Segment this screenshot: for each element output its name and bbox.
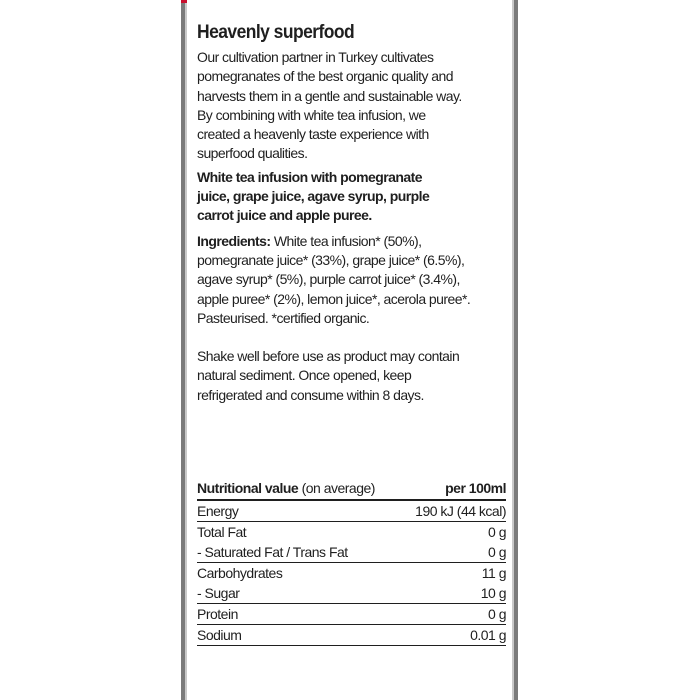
nutrition-per-column: per 100ml — [445, 480, 506, 496]
storage-line: natural sediment. Once opened, keep — [197, 367, 412, 384]
nutrient-value: 190 kJ (44 kcal) — [415, 503, 506, 519]
corner-mark — [181, 0, 187, 3]
storage-instructions — [197, 347, 507, 405]
ingredients-first-line — [197, 232, 507, 251]
intro-line: superfood qualities. — [197, 145, 308, 162]
nutrient-value: 0 g — [488, 544, 506, 560]
product-title: Heavenly superfood — [197, 22, 355, 43]
product-description — [197, 168, 507, 226]
ingredients-line: apple puree* (2%), lemon juice*, acerola puree*. — [197, 290, 471, 307]
nutrition-table — [197, 477, 506, 646]
ingredients-line: agave syrup* (5%), purple carrot juice* (3.4%), — [197, 271, 460, 288]
nutrient-name: Sodium — [197, 627, 242, 643]
nutrition-row — [197, 583, 506, 603]
nutrition-group — [197, 625, 506, 646]
nutrient-value: 0 g — [488, 606, 506, 622]
nutrition-group — [197, 522, 506, 563]
nutrition-title: Nutritional value — [197, 480, 299, 496]
intro-line: By combining with white tea infusion, we — [197, 106, 426, 123]
nutrition-group — [197, 563, 506, 604]
ingredients-line: pomegranate juice* (33%), grape juice* (6.5%), — [197, 251, 465, 268]
ingredients-lead: Ingredients: — [197, 232, 271, 249]
ingredients-line: Pasteurised. *certified organic. — [197, 309, 370, 326]
description-line: carrot juice and apple puree. — [197, 207, 372, 224]
ingredients-first-text: White tea infusion* (50%), — [270, 232, 422, 249]
intro-line: Our cultivation partner in Turkey cultivates — [197, 49, 434, 65]
nutrition-header-label — [197, 477, 375, 499]
nutrient-value: 0.01 g — [470, 627, 506, 643]
ingredients-paragraph — [197, 232, 507, 328]
intro-line: pomegranates of the best organic quality and — [197, 68, 453, 85]
nutrient-name: Total Fat — [197, 524, 247, 540]
storage-line: refrigerated and consume within 8 days. — [197, 386, 424, 403]
intro-line: created a heavenly taste experience with — [197, 126, 429, 143]
intro-line: harvests them in a gentle and sustainable way. — [197, 87, 462, 104]
intro-paragraph — [197, 48, 507, 164]
description-line: White tea infusion with pomegranate — [197, 168, 422, 185]
nutrition-note: (on average) — [298, 480, 375, 496]
description-line: juice, grape juice, agave syrup, purple — [197, 188, 430, 205]
nutrient-name: Protein — [197, 606, 238, 622]
nutrient-name: - Sugar — [197, 585, 240, 601]
nutrition-row — [197, 501, 506, 521]
nutrition-row — [197, 604, 506, 624]
nutrient-name: Carbohydrates — [197, 565, 283, 581]
nutrient-value: 10 g — [480, 585, 506, 601]
nutrient-value: 11 g — [481, 565, 506, 581]
label-text-block — [197, 20, 507, 405]
nutrition-row — [197, 522, 506, 542]
storage-line: Shake well before use as product may contain — [197, 348, 460, 365]
nutrition-group — [197, 501, 506, 522]
nutrition-header — [197, 477, 506, 501]
nutrient-name: Energy — [197, 503, 239, 519]
nutrition-row — [197, 563, 506, 583]
nutrient-value: 0 g — [488, 524, 506, 540]
nutrient-name: - Saturated Fat / Trans Fat — [197, 544, 348, 560]
nutrition-group — [197, 604, 506, 625]
nutrition-row — [197, 625, 506, 645]
nutrition-row — [197, 542, 506, 562]
